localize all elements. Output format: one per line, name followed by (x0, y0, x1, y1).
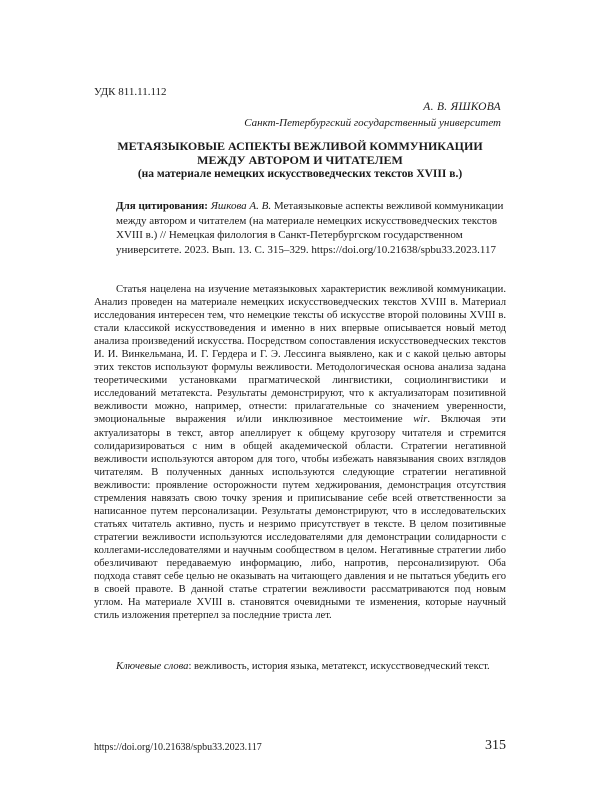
citation-author: Яшкова А. В. (210, 200, 272, 212)
citation-text: Метаязыковые аспекты вежливой коммуникации между автором и читателем (на материале немецких искусствоведческих текстов XVIII в.) // Немецкая филология в Санкт-Петербургском государственном университете. 2023. Вып. 13. С. 315–329. https://doi.org/10.21638/spbu33.2023.117 (116, 200, 504, 256)
author-affiliation: Санкт-Петербургский государственный университет (244, 117, 501, 129)
udk-code: УДК 811.11.112 (94, 86, 167, 98)
abstract-text-part-2: . Включая эти актуализаторы в текст, автор апеллирует к общему кругозору читателя и стремится солидаризироваться с ним в общей академической области. Стратегии негативной вежливости используются автором для того, чтобы избежать навязывания своих взглядов читателям. В полученных данных используются следующие стратегии негативной вежливости: проявление осторожности путем хеджирования, демонстрация отсутствия стремления навязать свою точку зрения и приписывание себе всей ответственности за написанное путем персонализации. Результаты демонстрируют, что в исследовательских статьях читатель активно, пусть и незримо присутствует в тексте. В целом позитивные стратегии вежливости используются исследователями для демонстрации солидарности с коллегами-исследователями и научным сообществом в целом. Негативные стратегии либо обезличивают передаваемую информацию, либо, напротив, персонализируют. Оба подхода ставят себе целью не оказывать на читающего давления и не пытаться убедить его в своей правоте. В данной статье стратегии вежливости рассматриваются под новым углом. На материале XVIII в. становятся очевидными те изменения, которые научный стиль изложения претерпел за последние триста лет. (94, 414, 506, 622)
keywords-label: Ключевые слова (116, 661, 189, 672)
article-subtitle: (на материале немецких искусствоведческих текстов XVIII в.) (137, 168, 463, 180)
citation-block (116, 199, 506, 257)
page-number: 315 (485, 738, 506, 753)
article-title-line-1: МЕТАЯЗЫКОВЫЕ АСПЕКТЫ ВЕЖЛИВОЙ КОММУНИКАЦИИ (117, 139, 483, 153)
keywords-text: : вежливость, история языка, метатекст, искусствоведческий текст. (188, 661, 490, 672)
footer-doi-link[interactable]: https://doi.org/10.21638/spbu33.2023.117 (94, 742, 262, 753)
keywords-block (94, 660, 506, 673)
citation-label: Для цитирования: (116, 200, 208, 212)
abstract-term-wir: wir (413, 414, 428, 426)
abstract-paragraph (94, 283, 506, 622)
author-name: А. В. ЯШКОВА (423, 101, 501, 113)
article-title-line-2: МЕЖДУ АВТОРОМ И ЧИТАТЕЛЕМ (197, 153, 403, 167)
abstract-text-part-1: Статья нацелена на изучение метаязыковых характеристик вежливой коммуникации. Анализ проведен на материале немецких искусствоведческих текстов XVIII в. Материал исследования интересен тем, что немецкие тексты об искусстве второй половины XVIII в. стали классикой искусствоведения и именно в них впервые описывается новый метод анализа произведений искусства. Посредством сопоставления искусствоведческих текстов И. И. Винкельмана, И. Г. Гердера и Г. Э. Лессинга выявлено, как и с какой целью авторы этих текстов используют формулы вежливости. Методологическая основа анализа задана теоретическими установками прагматической лингвистики, социолингвистики и исследований метатекста. Результаты демонстрируют, что к актуализаторам позитивной вежливости можно, например, отнести: прилагательные со значением уверенности, эмоциональные выражения и/или инклюзивное местоимение (94, 284, 506, 426)
